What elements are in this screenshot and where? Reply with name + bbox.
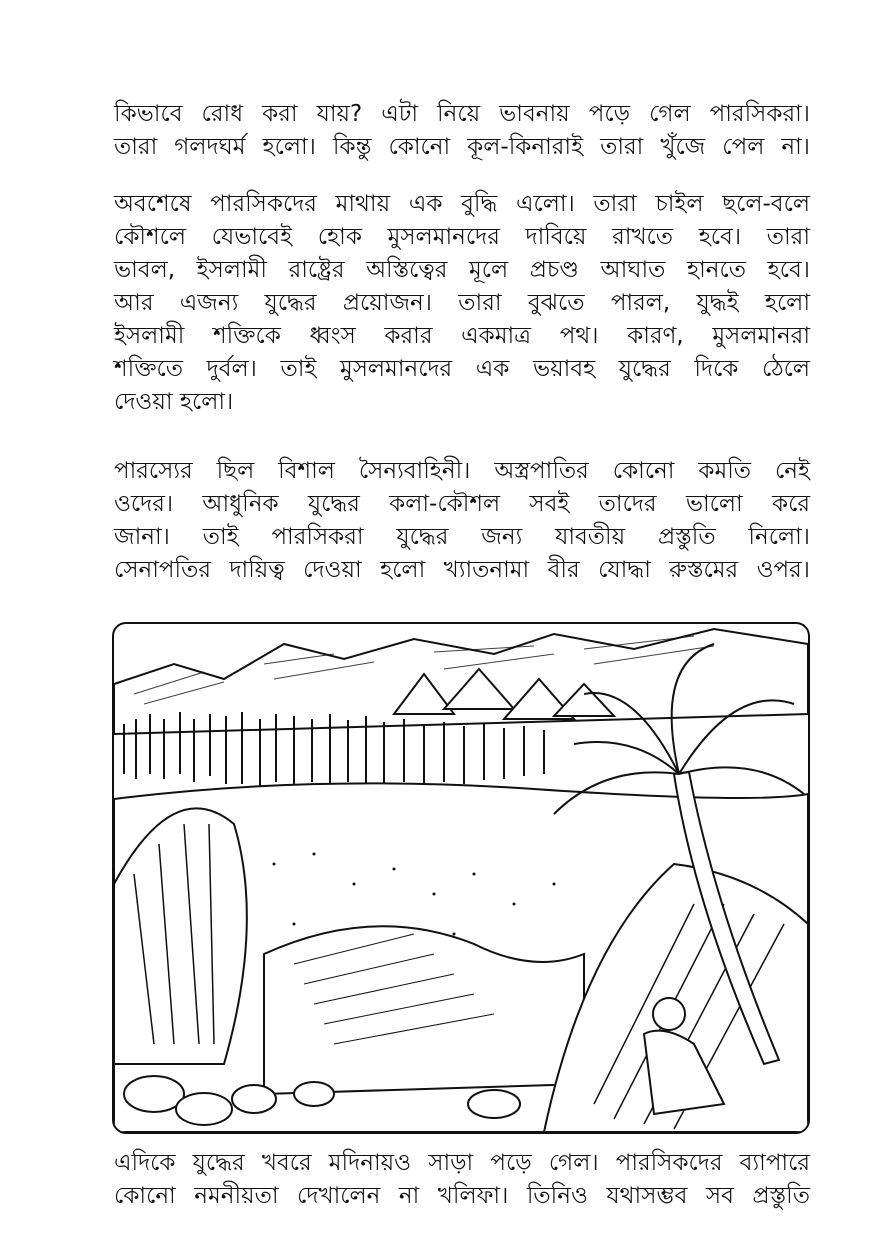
- text-line: তারা গলদঘর্ম হলো। কিন্তু কোনো কূল-কিনারাই তারা খুঁজে পেল না।: [114, 134, 810, 160]
- paragraph-4: [114, 1147, 810, 1213]
- paragraph-2: [114, 188, 810, 419]
- text-line: দেওয়া হলো।: [114, 389, 234, 415]
- text-line: আর এজন্য যুদ্ধের প্রয়োজন। তারা বুঝতে পারল, যুদ্ধই হলো: [114, 290, 810, 316]
- text-line: পারস্যের ছিল বিশাল সৈন্যবাহিনী। অস্ত্রপাতির কোনো কমতি নেই: [114, 458, 810, 484]
- text-line: ভাবল, ইসলামী রাষ্ট্রের অস্তিত্বের মূলে প্রচণ্ড আঘাত হানতে হবে।: [114, 257, 810, 283]
- text-line: শক্তিতে দুর্বল। তাই মুসলমানদের এক ভয়াবহ যুদ্ধের দিকে ঠেলে: [114, 356, 810, 382]
- text-line: কিভাবে রোধ করা যায়? এটা নিয়ে ভাবনায় পড়ে গেল পারসিকরা।: [114, 101, 810, 127]
- distant-mountains: [114, 629, 808, 734]
- text-line: কোনো নমনীয়তা দেখালেন না খলিফা। তিনিও যথাসম্ভব সব প্রস্তুতি: [114, 1183, 810, 1209]
- text-line: সেনাপতির দায়িত্ব দেওয়া হলো খ্যাতনামা বীর যোদ্ধা রুস্তমের ওপর।: [114, 557, 810, 583]
- text-line: কৌশলে যেভাবেই হোক মুসলমানদের দাবিয়ে রাখতে হবে। তারা: [114, 224, 810, 250]
- text-line: জানা। তাই পারসিকরা যুদ্ধের জন্য যাবতীয় প্রস্তুতি নিলো।: [114, 524, 810, 550]
- desert-scene-drawing: [114, 624, 808, 1132]
- text-line: ওদের। আধুনিক যুদ্ধের কলা-কৌশল সবই তাদের ভালো করে: [114, 491, 810, 517]
- text-line: অবশেষে পারসিকদের মাথায় এক বুদ্ধি এলো। তারা চাইল ছলে-বলে: [114, 191, 810, 217]
- paragraph-1: [114, 98, 810, 164]
- illustration-desert-army: [112, 622, 810, 1134]
- text-line: এদিকে যুদ্ধের খবরে মদিনায়ও সাড়া পড়ে গেল। পারসিকদের ব্যাপারে: [114, 1150, 810, 1176]
- paragraph-3: [114, 455, 810, 587]
- text-line: ইসলামী শক্তিকে ধ্বংস করার একমাত্র পথ। কারণ, মুসলমানরা: [114, 323, 810, 349]
